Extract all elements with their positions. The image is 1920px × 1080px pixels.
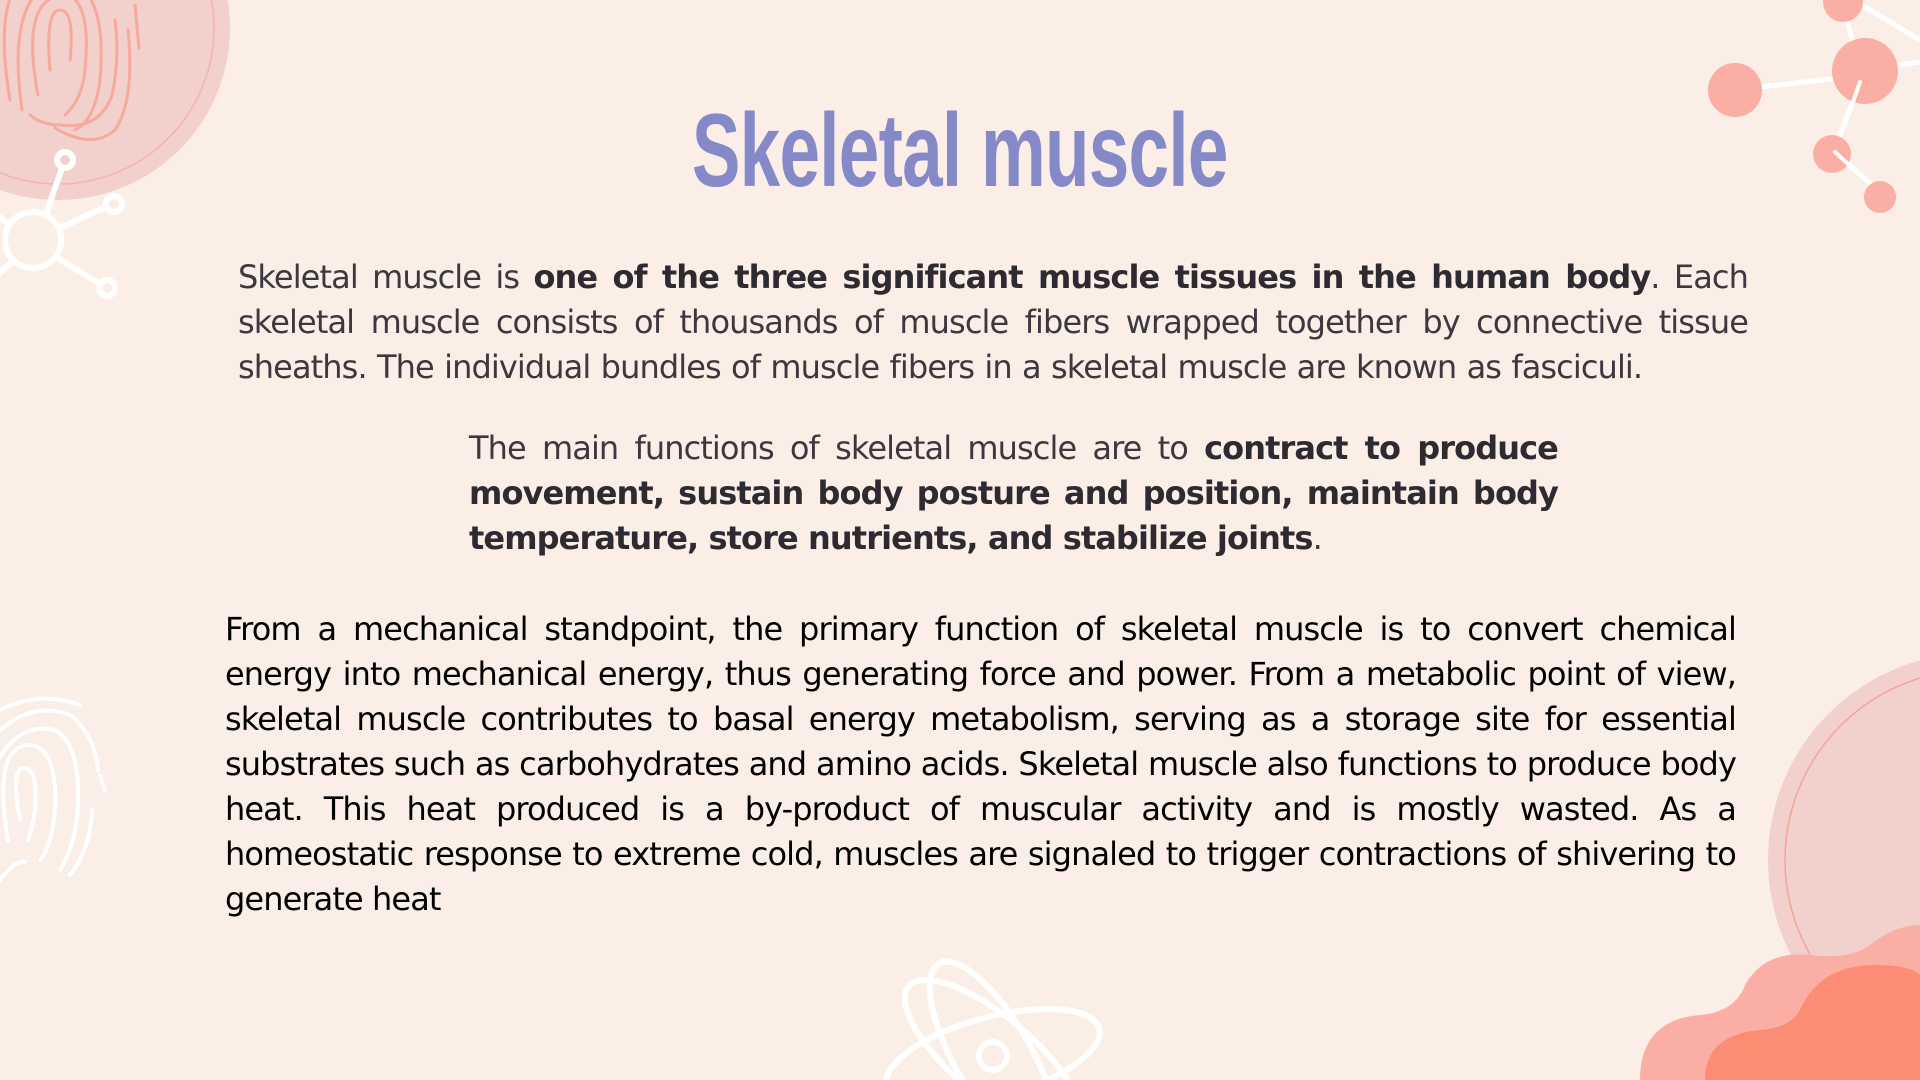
paragraph-intro-text: Skeletal muscle is	[238, 258, 534, 296]
paragraph-functions	[469, 426, 1558, 561]
paragraph-functions-end: .	[1312, 519, 1322, 557]
paragraph-intro-bold: one of the three significant muscle tissues in the human body	[533, 258, 1651, 296]
paragraph-intro	[238, 255, 1748, 390]
slide-title-text: Skeletal muscle	[692, 93, 1228, 209]
fingerprint-icon-left	[0, 699, 105, 880]
slide-title	[0, 93, 1920, 209]
circle-shape-right	[1768, 653, 1920, 1067]
paragraph-functions-bold: contract to produce movement, sustain body posture and position, maintain body temperature, store nutrients, and stabilize joints	[469, 429, 1558, 557]
paragraph-intro-text-end: . Each skeletal muscle consists of thousands of muscle fibers wrapped together by connective tissue sheaths. The individual bundles of muscle fibers in a skeletal muscle are known as fasciculi.	[238, 258, 1748, 386]
paragraph-functions-text: The main functions of skeletal muscle are to	[469, 429, 1205, 467]
blob-shape	[1640, 925, 1920, 1080]
paragraph-mechanical: From a mechanical standpoint, the primary function of skeletal muscle is to convert chemical energy into mechanical energy, thus generating force and power. From a metabolic point of view, skeletal muscle contributes to basal energy metabolism, serving as a storage site for essential substrates such as carbohydrates and amino acids. Skeletal muscle also functions to produce body heat. This heat produced is a by-product of muscular activity and is mostly wasted. As a homeostatic response to extreme cold, muscles are signaled to trigger contractions of shivering to generate heat	[225, 610, 1736, 918]
atom-icon	[876, 944, 1109, 1080]
